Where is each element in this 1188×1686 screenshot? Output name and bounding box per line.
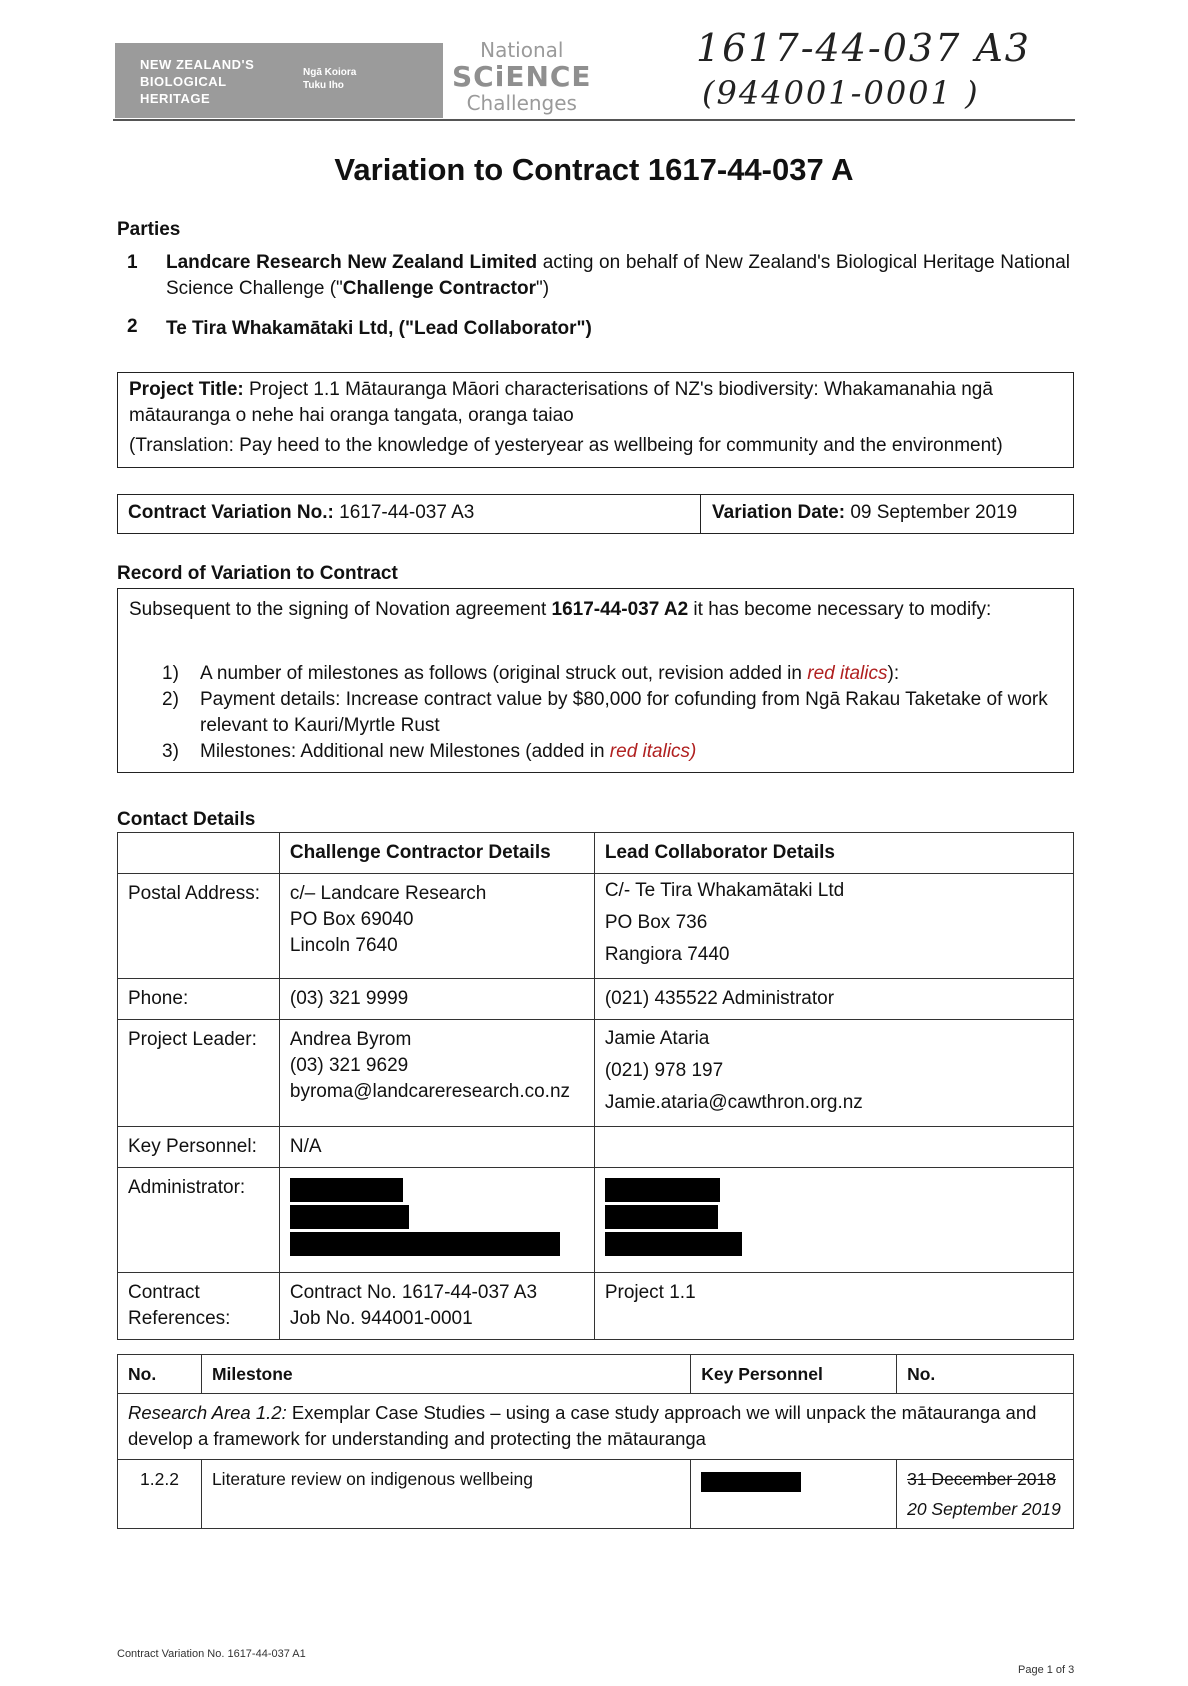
- variation-date: Variation Date: 09 September 2019: [712, 502, 1018, 523]
- party-1-number: 1: [127, 252, 138, 273]
- postal-row: [118, 874, 1074, 979]
- party-2-text: Te Tira Whakamātaki Ltd, ("Lead Collaborator"): [166, 318, 592, 339]
- project-translation: (Translation: Pay heed to the knowledge of yesteryear as wellbeing for community and the environment): [129, 435, 1003, 456]
- handwritten-job-number: (944001-0001 ): [702, 74, 980, 112]
- redaction-block: [605, 1232, 742, 1256]
- header-divider: [113, 119, 1075, 121]
- header-key-personnel: Key Personnel: [691, 1355, 897, 1394]
- nzbh-logo-text: NEW ZEALAND'S BIOLOGICAL HERITAGE: [140, 57, 255, 106]
- record-list: [162, 661, 1080, 765]
- challenge-contractor-column: Challenge Contractor Details: [279, 833, 594, 874]
- project-leader-label: Project Leader:: [118, 1020, 280, 1127]
- old-date: 31 December 2018: [907, 1469, 1056, 1489]
- redaction-block: [605, 1178, 720, 1202]
- footer-reference: Contract Variation No. 1617-44-037 A1: [117, 1648, 306, 1660]
- administrator-contractor: [279, 1168, 594, 1273]
- record-item-3: 3) Milestones: Additional new Milestones (added in red italics): [162, 741, 697, 762]
- research-area-text: Research Area 1.2: Exemplar Case Studies – using a case study approach we will unpack the mātauranga and develop a framework for understanding and protecting the mātauranga: [118, 1394, 1074, 1460]
- redaction-block: [290, 1232, 560, 1256]
- project-leader-contractor: Andrea Byrom (03) 321 9629 byroma@landcareresearch.co.nz: [279, 1020, 594, 1127]
- contract-references-row: [118, 1273, 1074, 1340]
- contact-table: [117, 832, 1074, 1340]
- project-leader-collaborator: Jamie Ataria (021) 978 197 Jamie.ataria@cawthron.org.nz: [594, 1020, 1073, 1127]
- key-personnel-label: Key Personnel:: [118, 1127, 280, 1168]
- phone-row: [118, 979, 1074, 1020]
- record-intro: Subsequent to the signing of Novation agreement 1617-44-037 A2 it has become necessary to modify:: [129, 599, 992, 620]
- milestone-description: Literature review on indigenous wellbeing: [201, 1460, 690, 1529]
- lead-collaborator-column: Lead Collaborator Details: [594, 833, 1073, 874]
- record-item-2: 2) Payment details: Increase contract value by $80,000 for cofunding from Ngā Rakau Taketake of work relevant to Kauri/Myrtle Rust: [162, 689, 1048, 736]
- nzbh-logo-maori-text: Ngā Koiora Tuku Iho: [303, 67, 357, 91]
- postal-contractor: c/– Landcare Research PO Box 69040 Lincoln 7640: [279, 874, 594, 979]
- key-personnel-row: [118, 1127, 1074, 1168]
- redaction-block: [290, 1178, 403, 1202]
- contract-references-contractor: Contract No. 1617-44-037 A3 Job No. 944001-0001: [279, 1273, 594, 1340]
- party-1-text: Landcare Research New Zealand Limited acting on behalf of New Zealand's Biological Heritage National Science Challenge ("Challenge Contractor"): [166, 252, 1071, 299]
- milestone-dates: [897, 1460, 1074, 1529]
- national-science-challenges-logo: National SCiENCE Challenges: [452, 38, 592, 115]
- contact-header-row: [118, 833, 1074, 874]
- header-no-2: No.: [897, 1355, 1074, 1394]
- phone-contractor: (03) 321 9999: [279, 979, 594, 1020]
- key-personnel-contractor: N/A: [279, 1127, 594, 1168]
- record-item-1: 1) A number of milestones as follows (original struck out, revision added in red italics):: [162, 663, 900, 684]
- contact-heading: Contact Details: [117, 809, 256, 830]
- handwritten-contract-number: 1617-44-037 A3: [696, 26, 1031, 70]
- administrator-row: [118, 1168, 1074, 1273]
- research-area-row: [118, 1394, 1074, 1460]
- project-title-box: [117, 372, 1074, 468]
- postal-collaborator: C/- Te Tira Whakamātaki Ltd PO Box 736 Rangiora 7440: [594, 874, 1073, 979]
- milestone-row: [118, 1460, 1074, 1529]
- new-date: 20 September 2019: [907, 1499, 1061, 1519]
- redaction-block: [605, 1205, 718, 1229]
- milestone-number: 1.2.2: [118, 1460, 202, 1529]
- record-heading: Record of Variation to Contract: [117, 563, 398, 584]
- administrator-collaborator: [594, 1168, 1073, 1273]
- phone-collaborator: (021) 435522 Administrator: [594, 979, 1073, 1020]
- redaction-block: [290, 1205, 409, 1229]
- project-title: Project Title: Project 1.1 Mātauranga Māori characterisations of NZ's biodiversity: Whakamanahia ngā mātauranga o nehe hai oranga tangata, oranga taiao: [129, 379, 993, 426]
- header-no: No.: [118, 1355, 202, 1394]
- parties-heading: Parties: [117, 219, 181, 240]
- milestones-table: [117, 1354, 1074, 1529]
- contract-references-collaborator: Project 1.1: [594, 1273, 1073, 1340]
- header-milestone: Milestone: [201, 1355, 690, 1394]
- milestones-header-row: [118, 1355, 1074, 1394]
- redaction-block: [701, 1472, 801, 1492]
- variation-number: Contract Variation No.: 1617-44-037 A3: [117, 494, 701, 534]
- page-number: Page 1 of 3: [1018, 1664, 1075, 1676]
- party-2-number: 2: [127, 316, 138, 337]
- page-title: Variation to Contract 1617-44-037 A: [334, 152, 854, 187]
- contract-references-label: Contract References:: [118, 1273, 280, 1340]
- milestone-key-personnel: [691, 1460, 897, 1529]
- postal-label: Postal Address:: [118, 874, 280, 979]
- phone-label: Phone:: [118, 979, 280, 1020]
- project-leader-row: [118, 1020, 1074, 1127]
- administrator-label: Administrator:: [118, 1168, 280, 1273]
